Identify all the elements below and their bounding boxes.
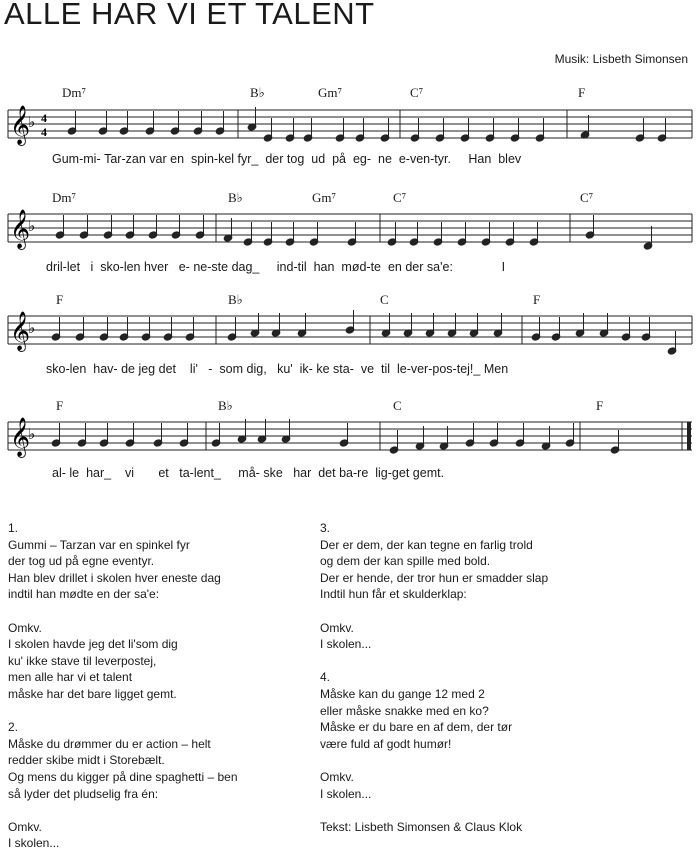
flat-key-icon: ♭ xyxy=(28,113,36,131)
chord: Dm⁷ xyxy=(52,190,77,205)
lyrics-line-2: dril-let i sko-len hver e- ne-ste dag_ ind-til han mød-te en der sa'e: I xyxy=(46,260,506,274)
music-credit: Musik: Lisbeth Simonsen xyxy=(554,52,688,66)
chord: B♭ xyxy=(250,85,265,100)
flat-key-icon: ♭ xyxy=(28,425,36,443)
chord: F xyxy=(56,398,64,413)
music-staff-2 xyxy=(0,204,700,264)
lyrics-line-3: sko-len hav- de jeg det li' - som dig, ku' ik- ke sta- ve til le-ver-pos-tej!_ Men xyxy=(46,362,509,376)
chord: C xyxy=(393,398,402,413)
song-title: ALLE HAR VI ET TALENT xyxy=(4,0,375,31)
notes-system-4 xyxy=(51,419,620,454)
chord: B♭ xyxy=(228,190,243,205)
chord: Dm⁷ xyxy=(62,85,87,100)
flat-key-icon: ♭ xyxy=(28,319,36,337)
lyrics-line-1: Gum-mi- Tar-zan var en spin-kel fyr_ der tog ud på eg- ne e-ven-tyr. Han blev xyxy=(52,152,522,166)
verses-left-column: 1. Gummi – Tarzan var en spinkel fyr der tog ud på egne eventyr. Han blev drillet i skolen hver eneste dag indtil han mødte en der sa'e: Omkv. I skolen havde jeg det li'som dig ku' ikke stave til leverpostej, men alle har vi et talent måske har det bare ligget gemt. 2. Måske du drømmer du er action – helt redder skibe midt i Storebælt. Og mens du kigger på dine spaghetti – ben så lyder det pludselig fra én: Omkv. I skolen... xyxy=(8,521,238,851)
chord: B♭ xyxy=(218,398,233,413)
lyrics-line-4: al- le har_ vi et ta-lent_ må- ske har det ba-re lig-get gemt. xyxy=(52,466,445,480)
chord: C⁷ xyxy=(580,190,594,205)
treble-clef-icon: 𝄞 xyxy=(10,417,31,457)
flat-key-icon: ♭ xyxy=(28,217,36,235)
treble-clef-icon: 𝄞 xyxy=(10,209,31,249)
chord: Gm⁷ xyxy=(318,85,343,100)
music-staff-1 xyxy=(0,100,700,160)
music-staff-4 xyxy=(0,412,700,472)
chord: F xyxy=(596,398,604,413)
chord: F xyxy=(56,292,64,307)
chord: B♭ xyxy=(228,292,243,307)
notes-system-2 xyxy=(55,215,653,250)
time-signature-top: 4 xyxy=(41,111,47,125)
chord: F xyxy=(533,292,541,307)
verses-right-column: 3. Der er dem, der kan tegne en farlig trold og dem der kan spille med bold. Der er hende, der tror hun er smadder slap Indtil hun får et skulderklap: Omkv. I skolen... 4. Måske kan du gange 12 med 2 eller måske snakke med en ko? Måske er du bare en af dem, der tør være fuld af godt humør! Omkv. I skolen... Tekst: Lisbeth Simonsen & Claus Klok xyxy=(320,521,549,834)
treble-clef-icon: 𝄞 xyxy=(10,105,31,145)
final-barline xyxy=(687,422,691,450)
chord: C xyxy=(380,292,389,307)
treble-clef-icon: 𝄞 xyxy=(10,311,31,351)
chord: Gm⁷ xyxy=(312,190,337,205)
time-signature-bottom: 4 xyxy=(41,125,47,139)
notes-system-1 xyxy=(67,107,667,142)
chord: C⁷ xyxy=(393,190,407,205)
chord: F xyxy=(578,85,586,100)
chord: C⁷ xyxy=(410,85,424,100)
music-staff-3 xyxy=(0,306,700,366)
notes-system-3 xyxy=(51,310,677,355)
